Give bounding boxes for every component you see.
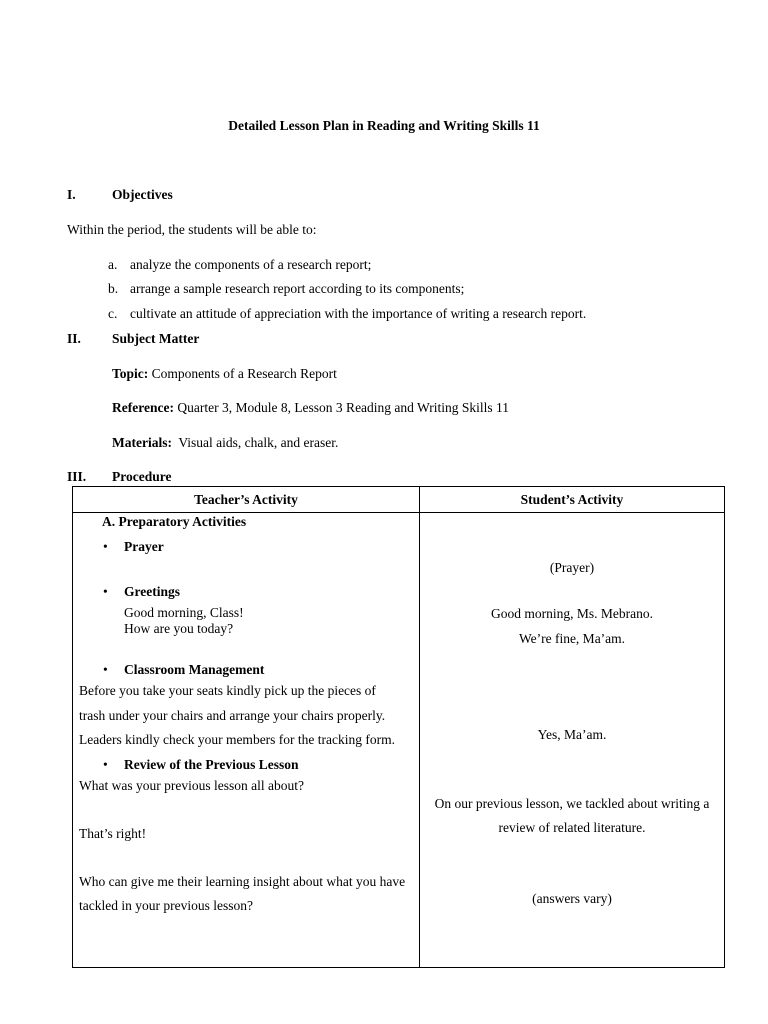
bullet-icon: • xyxy=(103,662,108,677)
classroom-management-line: trash under your chairs and arrange your chairs properly. xyxy=(79,708,386,723)
student-previous-lesson: review of related literature. xyxy=(498,820,646,835)
bullet-icon: • xyxy=(103,584,108,599)
reference-label: Reference: xyxy=(112,400,174,415)
objective-letter: a. xyxy=(108,257,118,272)
student-greeting: We’re fine, Ma’am. xyxy=(518,631,626,646)
section-title-procedure: Procedure xyxy=(112,469,172,484)
objective-item: analyze the components of a research report; xyxy=(130,257,372,272)
part-a-heading: A. Preparatory Activities xyxy=(102,514,247,529)
materials-line xyxy=(112,435,338,451)
bullet-icon: • xyxy=(103,539,108,554)
greetings-line: Good morning, Class! xyxy=(124,605,244,620)
student-response: Yes, Ma’am. xyxy=(537,727,607,742)
objective-letter: b. xyxy=(108,281,119,296)
teacher-activity-cell xyxy=(73,513,420,968)
review-line: tackled in your previous lesson? xyxy=(79,898,253,913)
objectives-intro: Within the period, the students will be able to: xyxy=(67,222,317,237)
section-number-subject-matter: II. xyxy=(67,331,81,346)
classroom-management-heading: Classroom Management xyxy=(124,662,265,677)
review-line: That’s right! xyxy=(79,826,147,841)
topic-label: Topic: xyxy=(112,366,149,381)
student-previous-lesson: On our previous lesson, we tackled about writing a xyxy=(434,796,710,811)
document-title: Detailed Lesson Plan in Reading and Writing Skills 11 xyxy=(228,118,540,133)
greetings-heading: Greetings xyxy=(124,584,180,599)
student-activity-cell xyxy=(420,513,725,968)
header-teacher-activity: Teacher’s Activity xyxy=(73,487,420,513)
section-number-procedure: III. xyxy=(67,469,87,484)
student-answers: (answers vary) xyxy=(532,891,612,906)
header-student-activity: Student’s Activity xyxy=(420,487,725,513)
topic-value: Components of a Research Report xyxy=(151,366,337,381)
review-line: What was your previous lesson all about? xyxy=(79,778,304,793)
student-greeting: Good morning, Ms. Mebrano. xyxy=(491,606,653,621)
review-line: Who can give me their learning insight about what you have xyxy=(79,874,406,889)
greetings-line: How are you today? xyxy=(124,621,234,636)
prayer-heading: Prayer xyxy=(124,539,164,554)
reference-value: Quarter 3, Module 8, Lesson 3 Reading and Writing Skills 11 xyxy=(177,400,510,415)
classroom-management-line: Before you take your seats kindly pick up the pieces of xyxy=(79,683,376,698)
section-title-objectives: Objectives xyxy=(112,187,173,202)
section-title-subject-matter: Subject Matter xyxy=(112,331,200,346)
objective-item: arrange a sample research report according to its components; xyxy=(130,281,465,296)
classroom-management-line: Leaders kindly check your members for the tracking form. xyxy=(79,732,396,747)
reference-line xyxy=(112,400,509,416)
materials-value: Visual aids, chalk, and eraser. xyxy=(178,435,339,450)
objective-item: cultivate an attitude of appreciation with the importance of writing a research report. xyxy=(130,306,587,321)
review-heading: Review of the Previous Lesson xyxy=(124,757,299,772)
objective-letter: c. xyxy=(108,306,118,321)
procedure-table xyxy=(72,486,725,968)
materials-label: Materials: xyxy=(112,435,172,450)
topic-line xyxy=(112,366,337,382)
section-number-objectives: I. xyxy=(67,187,76,202)
student-prayer: (Prayer) xyxy=(549,560,595,575)
bullet-icon: • xyxy=(103,757,108,772)
